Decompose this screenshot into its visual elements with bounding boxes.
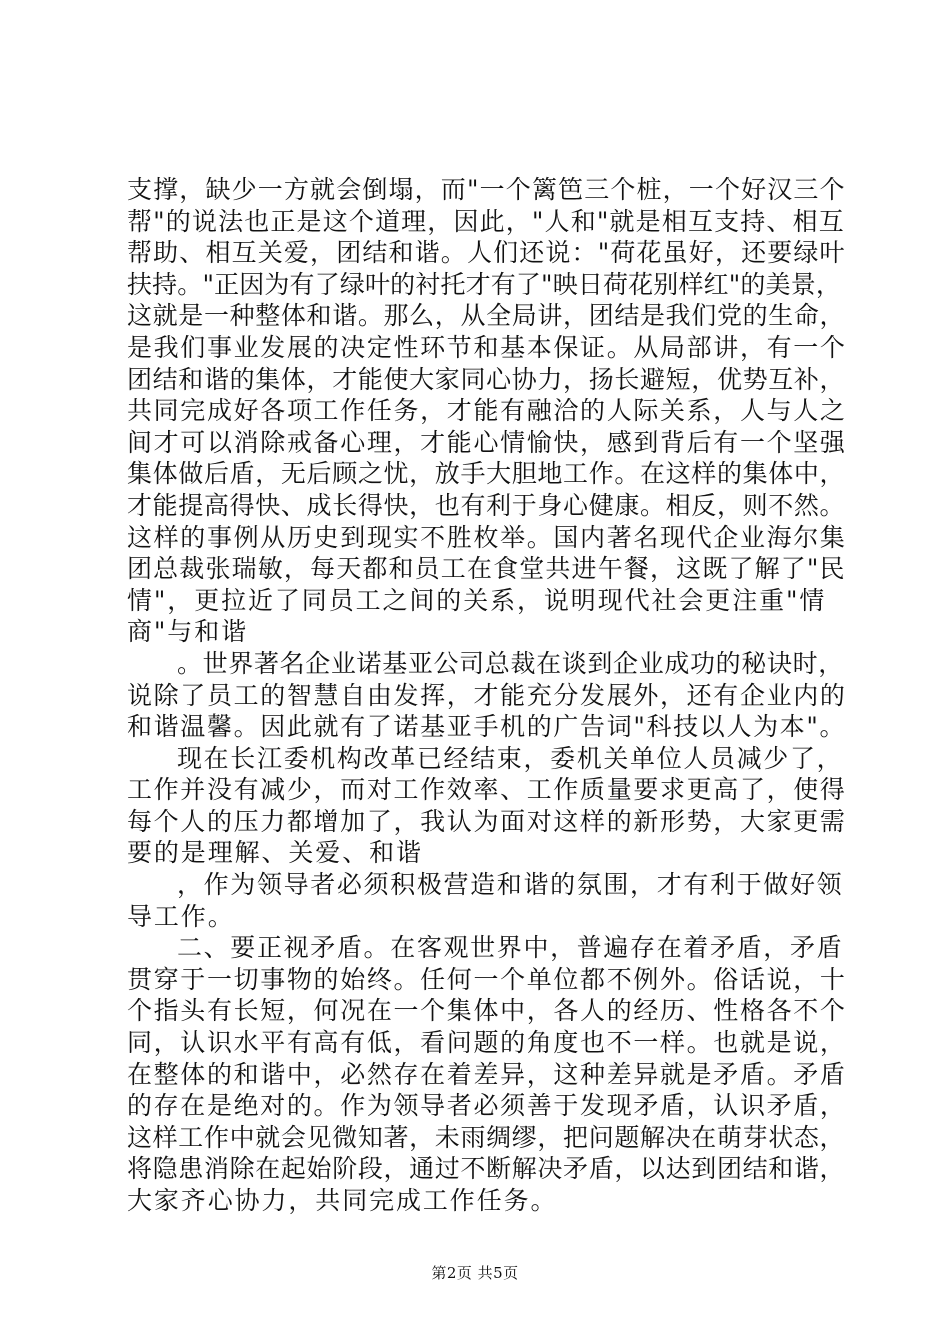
text-line: 二、要正视矛盾。在客观世界中，普遍存在着矛盾，矛盾 [177, 933, 844, 963]
text-line: 集体做后盾，无后顾之忧，放手大胆地工作。在这样的集体中， [127, 459, 846, 489]
text-line: 。世界著名企业诺基亚公司总裁在谈到企业成功的秘诀时， [177, 648, 844, 678]
text-line: 个指头有长短，何况在一个集体中，各人的经历、性格各不个 [127, 996, 847, 1026]
text-line: 将隐患消除在起始阶段，通过不断解决矛盾，以达到团结和谐， [127, 1154, 846, 1184]
text-line: 团结和谐的集体，才能使大家同心协力，扬长避短，优势互补， [127, 364, 846, 394]
text-line: 商"与和谐 [127, 617, 248, 647]
text-line: 要的是理解、关爱、和谐 [127, 838, 423, 868]
text-line: 这样的事例从历史到现实不胜枚举。国内著名现代企业海尔集 [127, 522, 847, 552]
text-line: 的存在是绝对的。作为领导者必须善于发现矛盾，认识矛盾， [127, 1091, 847, 1121]
text-line: 帮"的说法也正是这个道理，因此，"人和"就是相互支持、相互 [127, 206, 845, 236]
text-line: 大家齐心协力，共同完成工作任务。 [127, 1186, 558, 1215]
text-line: 帮助、相互关爱，团结和谐。人们还说："荷花虽好，还要绿叶 [127, 238, 846, 268]
text-line: 共同完成好各项工作任务，才能有融洽的人际关系，人与人之 [127, 396, 847, 426]
text-line: 说除了员工的智慧自由发挥，才能充分发展外，还有企业内的 [127, 680, 847, 710]
text-line: 是我们事业发展的决定性环节和基本保证。从局部讲，有一个 [127, 332, 847, 362]
text-line: 才能提高得快、成长得快，也有利于身心健康。相反，则不然。 [127, 490, 846, 520]
text-line: 贯穿于一切事物的始终。任何一个单位都不例外。俗话说，十 [127, 964, 847, 994]
text-line: 在整体的和谐中，必然存在着差异，这种差异就是矛盾。矛盾 [127, 1059, 847, 1089]
text-line: 这样工作中就会见微知著，未雨绸缪，把问题解决在萌芽状态， [127, 1122, 846, 1152]
text-line: 这就是一种整体和谐。那么，从全局讲，团结是我们党的生命， [127, 301, 846, 331]
body-text [127, 174, 847, 1217]
text-line: 工作并没有减少，而对工作效率、工作质量要求更高了，使得 [127, 775, 847, 805]
page-footer: 第2页 共5页 [431, 1264, 519, 1282]
text-line: 每个人的压力都增加了，我认为面对这样的新形势，大家更需 [127, 806, 847, 836]
text-line: 同，认识水平有高有低，看问题的角度也不一样。也就是说， [127, 1028, 847, 1058]
text-line: 团总裁张瑞敏，每天都和员工在食堂共进午餐，这既了解了"民 [127, 554, 846, 584]
text-line: 扶持。"正因为有了绿叶的衬托才有了"映日荷花别样红"的美景， [127, 269, 841, 299]
text-line: 导工作。 [127, 901, 235, 931]
text-line: 情"，更拉近了同员工之间的关系，说明现代社会更注重"情 [127, 585, 827, 615]
text-line: ，作为领导者必须积极营造和谐的氛围，才有利于做好领 [177, 870, 844, 900]
text-line: 现在长江委机构改革已经结束，委机关单位人员减少了， [177, 743, 844, 773]
text-line: 和谐温馨。因此就有了诺基亚手机的广告词"科技以人为本"。 [127, 712, 847, 742]
text-line: 间才可以消除戒备心理，才能心情愉快，感到背后有一个坚强 [127, 427, 847, 457]
text-line: 支撑，缺少一方就会倒塌，而"一个篱笆三个桩，一个好汉三个 [127, 175, 846, 204]
